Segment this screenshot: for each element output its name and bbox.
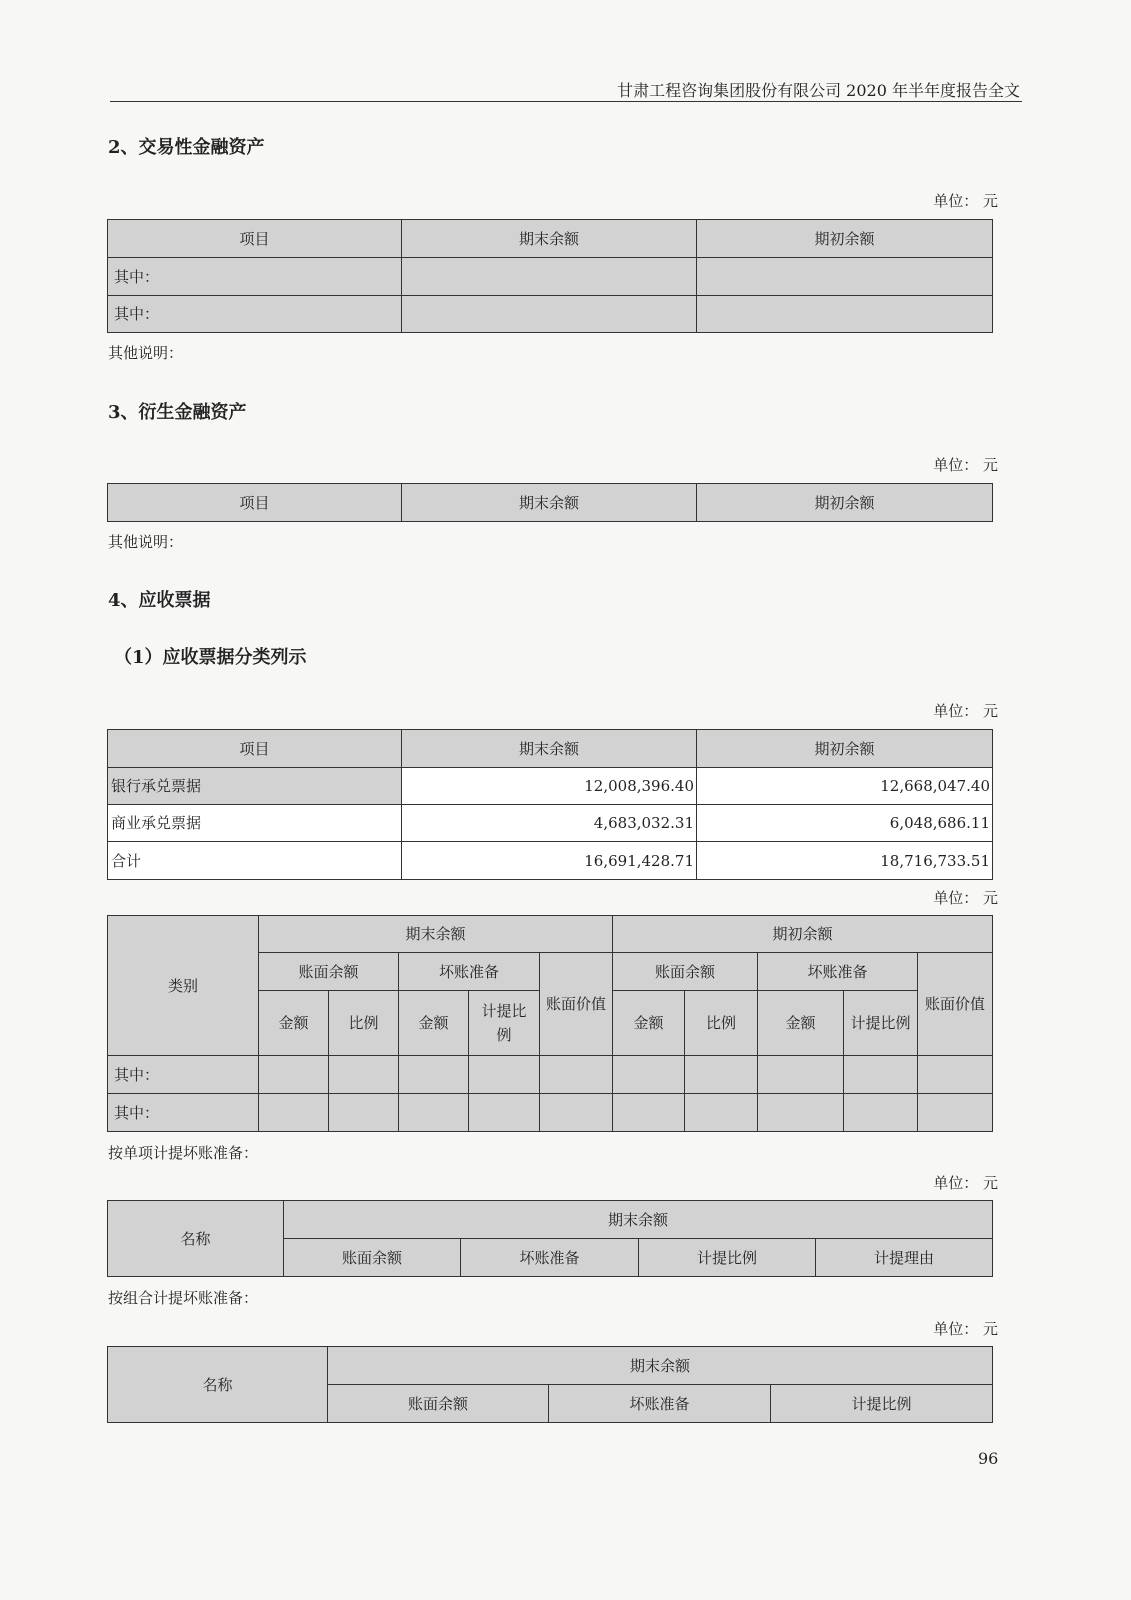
- header-cell: 账面余额: [328, 1385, 549, 1423]
- book-value-header: 账面价值: [540, 953, 613, 1056]
- amount-header: 金额: [259, 991, 329, 1056]
- begin-balance-header: 期初余额: [613, 916, 993, 953]
- single-provision-table: [107, 1200, 993, 1277]
- header-cell: 期初余额: [697, 730, 993, 768]
- other-note: 其他说明：: [108, 533, 184, 551]
- amount-header: 金额: [613, 991, 685, 1056]
- header-cell: 期末余额: [402, 220, 697, 258]
- provision-ratio-header: 计提比例: [844, 991, 918, 1056]
- header-cell: 项目: [108, 220, 402, 258]
- section-4-title: 4、应收票据: [108, 590, 211, 611]
- header-cell: 计提理由: [816, 1239, 993, 1277]
- table-row: [108, 1094, 993, 1132]
- group-provision-table: [107, 1346, 993, 1423]
- header-cell: 账面余额: [284, 1239, 461, 1277]
- begin-balance-cell: 12,668,047.40: [697, 768, 993, 805]
- header-cell: 坏账准备: [549, 1385, 771, 1423]
- table-row: [108, 805, 993, 842]
- table-cell: [402, 296, 697, 333]
- provision-ratio-line-1: 计提比: [481, 1002, 527, 1020]
- header-cell: 项目: [108, 484, 402, 522]
- table-header-row: [108, 220, 993, 258]
- unit-label: 单位： 元: [933, 1174, 998, 1192]
- header-cell: 坏账准备: [461, 1239, 639, 1277]
- trading-assets-table: [107, 219, 993, 333]
- other-note: 其他说明：: [108, 344, 184, 362]
- table-row: [108, 296, 993, 333]
- unit-label: 单位： 元: [933, 702, 998, 720]
- unit-label: 单位： 元: [933, 1320, 998, 1338]
- header-cell: 期末余额: [402, 730, 697, 768]
- row-label: 合计: [108, 842, 402, 880]
- bad-debt-header: 坏账准备: [399, 953, 540, 991]
- table-header-row: [108, 1201, 993, 1239]
- row-label: 银行承兑票据: [108, 768, 402, 805]
- table-row: [108, 1056, 993, 1094]
- ratio-header: 比例: [685, 991, 758, 1056]
- table-row: [108, 768, 993, 805]
- header-cell: 计提比例: [771, 1385, 993, 1423]
- section-2-title: 2、交易性金融资产: [108, 137, 265, 158]
- end-balance-cell: 16,691,428.71: [402, 842, 697, 880]
- end-balance-header: 期末余额: [328, 1347, 993, 1385]
- subsection-1-title: （1）应收票据分类列示: [114, 647, 307, 668]
- header-rule: [110, 101, 1022, 102]
- header-cell: 期末余额: [402, 484, 697, 522]
- unit-label: 单位： 元: [933, 889, 998, 907]
- table-header-row: [108, 916, 993, 953]
- table-header-row: [108, 484, 993, 522]
- provision-ratio-header: [469, 991, 540, 1056]
- begin-balance-cell: 6,048,686.11: [697, 805, 993, 842]
- header-cell: 计提比例: [639, 1239, 816, 1277]
- notes-receivable-table: [107, 729, 993, 880]
- row-label: 商业承兑票据: [108, 805, 402, 842]
- name-header: 名称: [108, 1201, 284, 1277]
- bad-debt-header: 坏账准备: [758, 953, 918, 991]
- amount-header: 金额: [399, 991, 469, 1056]
- group-provision-note: 按组合计提坏账准备：: [108, 1289, 259, 1307]
- header-cell: 期初余额: [697, 484, 993, 522]
- row-label: 其中：: [108, 258, 402, 296]
- table-cell: [697, 296, 993, 333]
- header-cell: 项目: [108, 730, 402, 768]
- single-provision-note: 按单项计提坏账准备：: [108, 1144, 259, 1162]
- category-header: 类别: [108, 916, 259, 1056]
- table-cell: [402, 258, 697, 296]
- end-balance-cell: 4,683,032.31: [402, 805, 697, 842]
- table-row: [108, 258, 993, 296]
- table-header-row: [108, 730, 993, 768]
- table-header-row: [108, 1347, 993, 1385]
- unit-label: 单位： 元: [933, 192, 998, 210]
- header-cell: 期初余额: [697, 220, 993, 258]
- name-header: 名称: [108, 1347, 328, 1423]
- table-cell: [697, 258, 993, 296]
- end-balance-header: 期末余额: [284, 1201, 993, 1239]
- page-number: 96: [978, 1449, 999, 1468]
- row-label: 其中：: [108, 1056, 259, 1094]
- classification-table: [107, 915, 993, 1132]
- row-label: 其中：: [108, 296, 402, 333]
- begin-balance-cell: 18,716,733.51: [697, 842, 993, 880]
- book-balance-header: 账面余额: [259, 953, 399, 991]
- unit-label: 单位： 元: [933, 456, 998, 474]
- table-row: [108, 842, 993, 880]
- page-header-title: 甘肃工程咨询集团股份有限公司 2020 年半年度报告全文: [617, 81, 1020, 100]
- book-value-header: 账面价值: [918, 953, 993, 1056]
- derivative-assets-table: [107, 483, 993, 522]
- provision-ratio-line-2: 例: [496, 1026, 512, 1044]
- row-label: 其中：: [108, 1094, 259, 1132]
- end-balance-header: 期末余额: [259, 916, 613, 953]
- ratio-header: 比例: [329, 991, 399, 1056]
- amount-header: 金额: [758, 991, 844, 1056]
- end-balance-cell: 12,008,396.40: [402, 768, 697, 805]
- book-balance-header: 账面余额: [613, 953, 758, 991]
- section-3-title: 3、衍生金融资产: [108, 402, 247, 423]
